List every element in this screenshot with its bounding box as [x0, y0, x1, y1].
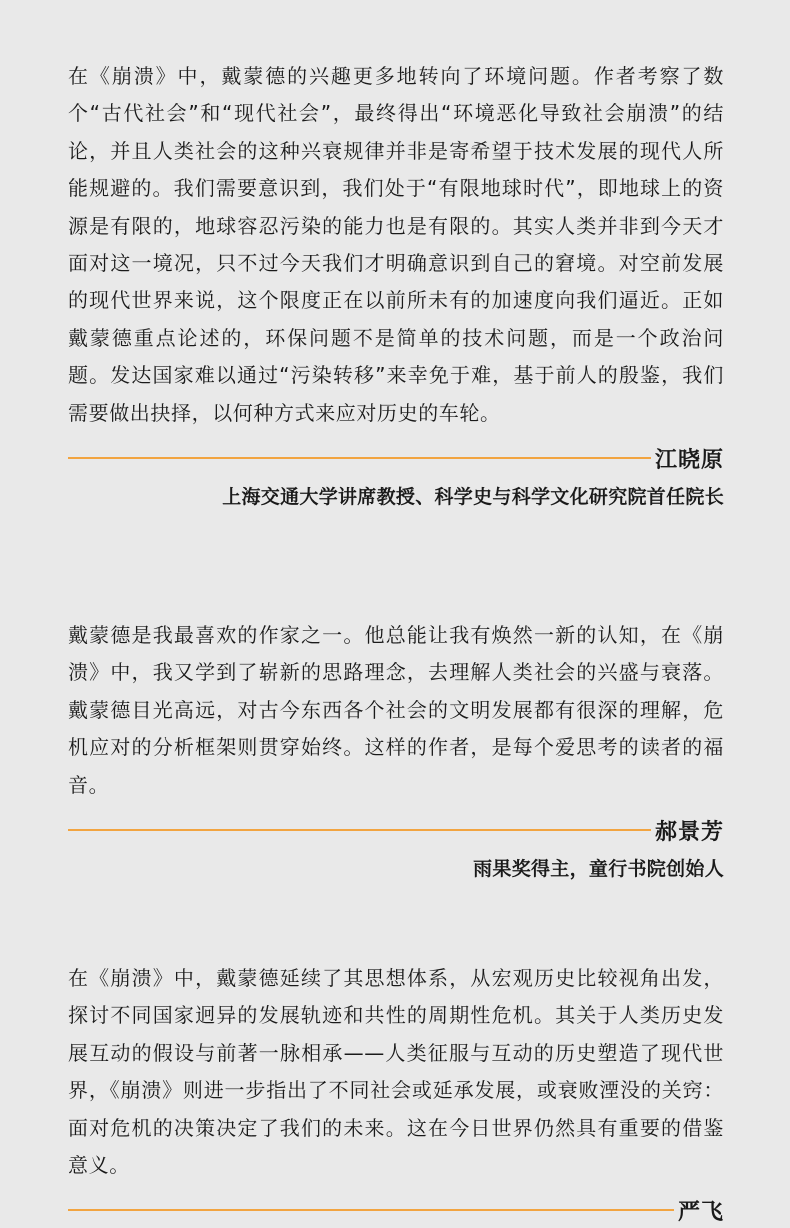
endorsement-hao-jingfang [68, 617, 724, 881]
signature-row [68, 1192, 724, 1228]
endorser-title: 雨果奖得主，童行书院创始人 [473, 858, 724, 881]
endorsement-quote: 在《崩溃》中，戴蒙德的兴趣更多地转向了环境问题。作者考察了数个“古代社会”和“现代社会”，最终得出“环境恶化导致社会崩溃”的结论，并且人类社会的这种兴衰规律并非是寄希望于技术发展的现代人所能规避的。我们需要意识到，我们处于“有限地球时代”，即地球上的资源是有限的，地球容忍污染的能力也是有限的。其实人类并非到今天才面对这一境况，只不过今天我们才明确意识到自己的窘境。对空前发展的现代世界来说，这个限度正在以前所未有的加速度向我们逼近。正如戴蒙德重点论述的，环保问题不是简单的技术问题，而是一个政治问题。发达国家难以通过“污染转移”来幸免于难，基于前人的殷鉴，我们需要做出抉择，以何种方式来应对历史的车轮。 [68, 64, 725, 425]
endorser-name: 严飞 [677, 1199, 724, 1225]
signature-divider-line [68, 1209, 674, 1211]
signature-row [68, 812, 724, 848]
endorsement-quote: 戴蒙德是我最喜欢的作家之一。他总能让我有焕然一新的认知，在《崩溃》中，我又学到了崭新的思路理念，去理解人类社会的兴盛与衰落。戴蒙德目光高远，对古今东西各个社会的文明发展都有很深的理解，危机应对的分析框架则贯穿始终。这样的作者，是每个爱思考的读者的福音。 [68, 623, 724, 797]
endorser-name: 郝景芳 [654, 819, 724, 845]
signature-divider-line [68, 457, 651, 459]
endorser-title: 上海交通大学讲席教授、科学史与科学文化研究院首任院长 [222, 486, 724, 509]
endorser-name: 江晓原 [654, 447, 724, 473]
signature-divider-line [68, 829, 651, 831]
endorsement-jiang-xiaoyuan [68, 58, 724, 509]
endorsement-yan-fei [68, 960, 724, 1228]
endorsement-quote: 在《崩溃》中，戴蒙德延续了其思想体系，从宏观历史比较视角出发，探讨不同国家迥异的发展轨迹和共性的周期性危机。其关于人类历史发展互动的假设与前著一脉相承——人类征服与互动的历史塑造了现代世界，《崩溃》则进一步指出了不同社会或延承发展，或衰败湮没的关窍：面对危机的决策决定了我们的未来。这在今日世界仍然具有重要的借鉴意义。 [68, 966, 724, 1178]
signature-row [68, 440, 724, 476]
